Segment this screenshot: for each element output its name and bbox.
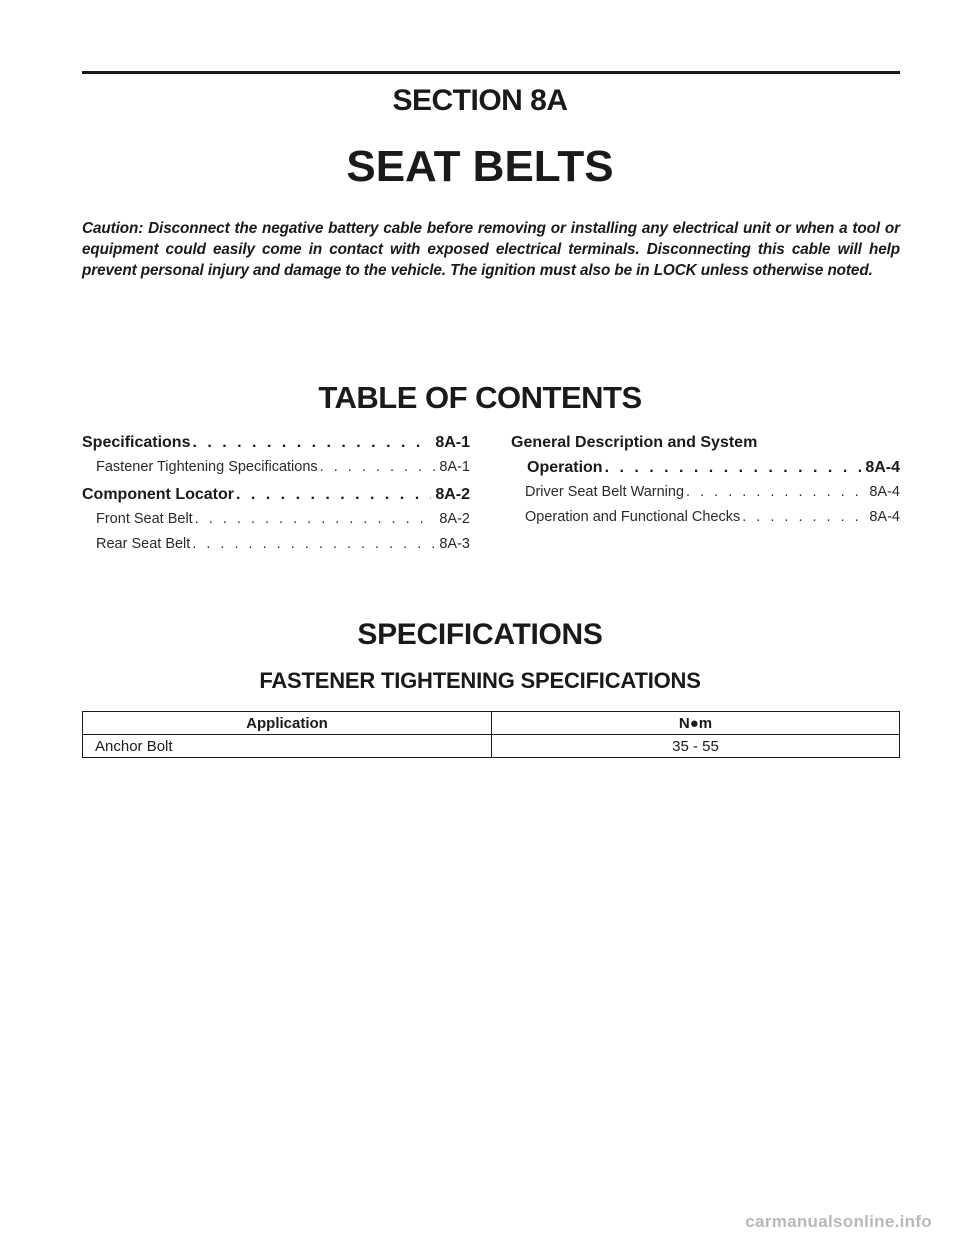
toc-entry[interactable] bbox=[511, 480, 900, 505]
toc-leader-dots bbox=[192, 532, 435, 557]
toc-entry-page: 8A-4 bbox=[869, 484, 900, 500]
toc-entry-title[interactable]: General Description and System bbox=[511, 434, 758, 451]
fastener-spec-table bbox=[82, 711, 900, 758]
toc-title: TABLE OF CONTENTS bbox=[318, 380, 642, 415]
toc-leader-dots bbox=[742, 505, 865, 530]
toc-entry-page: 8A-1 bbox=[435, 434, 470, 451]
toc-entry[interactable] bbox=[82, 482, 470, 507]
toc-leader-dots bbox=[320, 455, 436, 480]
toc-entry-page: 8A-3 bbox=[439, 536, 470, 552]
toc-leader-dots bbox=[192, 430, 431, 455]
column-header-torque: N●m bbox=[492, 712, 900, 735]
top-rule bbox=[82, 71, 900, 74]
page-title: SEAT BELTS bbox=[346, 142, 614, 191]
toc-leader-dots bbox=[236, 482, 431, 507]
caution-note: Caution: Disconnect the negative battery cable before removing or installing any electrical unit or when a tool or equipment could easily come in contact with exposed electrical terminals. Disconnecting this cable will help prevent personal injury and damage to the vehicle. The ignition must also be in LOCK unless otherwise noted. bbox=[82, 220, 900, 279]
toc-entry[interactable] bbox=[511, 455, 900, 480]
toc-entry-title: Rear Seat Belt bbox=[96, 536, 191, 552]
toc-entry[interactable] bbox=[82, 532, 470, 557]
toc-entry[interactable] bbox=[82, 507, 470, 532]
specifications-heading: SPECIFICATIONS bbox=[357, 618, 603, 651]
toc-entry-title: Fastener Tightening Specifications bbox=[96, 459, 318, 475]
toc-right-column bbox=[511, 430, 900, 530]
section-label: SECTION 8A bbox=[392, 84, 568, 117]
toc-entry-page: 8A-4 bbox=[869, 509, 900, 525]
toc-entry-page: 8A-1 bbox=[439, 459, 470, 475]
toc-entry[interactable] bbox=[82, 430, 470, 455]
toc-leader-dots bbox=[686, 480, 865, 505]
toc-entry-title: Specifications bbox=[82, 434, 191, 451]
toc-entry-title: Operation bbox=[527, 459, 603, 476]
specifications-subheading: FASTENER TIGHTENING SPECIFICATIONS bbox=[259, 668, 701, 693]
toc-entry[interactable] bbox=[511, 505, 900, 530]
column-header-application: Application bbox=[83, 712, 492, 735]
watermark-text: carmanualsonline.info bbox=[745, 1212, 932, 1231]
toc-entry[interactable] bbox=[82, 455, 470, 480]
toc-entry-title: Driver Seat Belt Warning bbox=[525, 484, 685, 500]
table-cell-application: Anchor Bolt bbox=[83, 735, 492, 758]
table-header-row bbox=[83, 712, 900, 735]
toc-entry-title: Front Seat Belt bbox=[96, 511, 193, 527]
toc-entry-title: Operation and Functional Checks bbox=[525, 509, 741, 525]
toc-entry-title: Component Locator bbox=[82, 486, 234, 503]
toc-entry-page: 8A-2 bbox=[439, 511, 470, 527]
table-row bbox=[83, 735, 900, 758]
toc-left-column bbox=[82, 430, 470, 557]
toc-leader-dots bbox=[605, 455, 862, 480]
toc-entry-page: 8A-2 bbox=[435, 486, 470, 503]
toc-leader-dots bbox=[195, 507, 436, 532]
toc-entry-page: 8A-4 bbox=[865, 459, 900, 476]
table-cell-torque: 35 - 55 bbox=[492, 735, 900, 758]
